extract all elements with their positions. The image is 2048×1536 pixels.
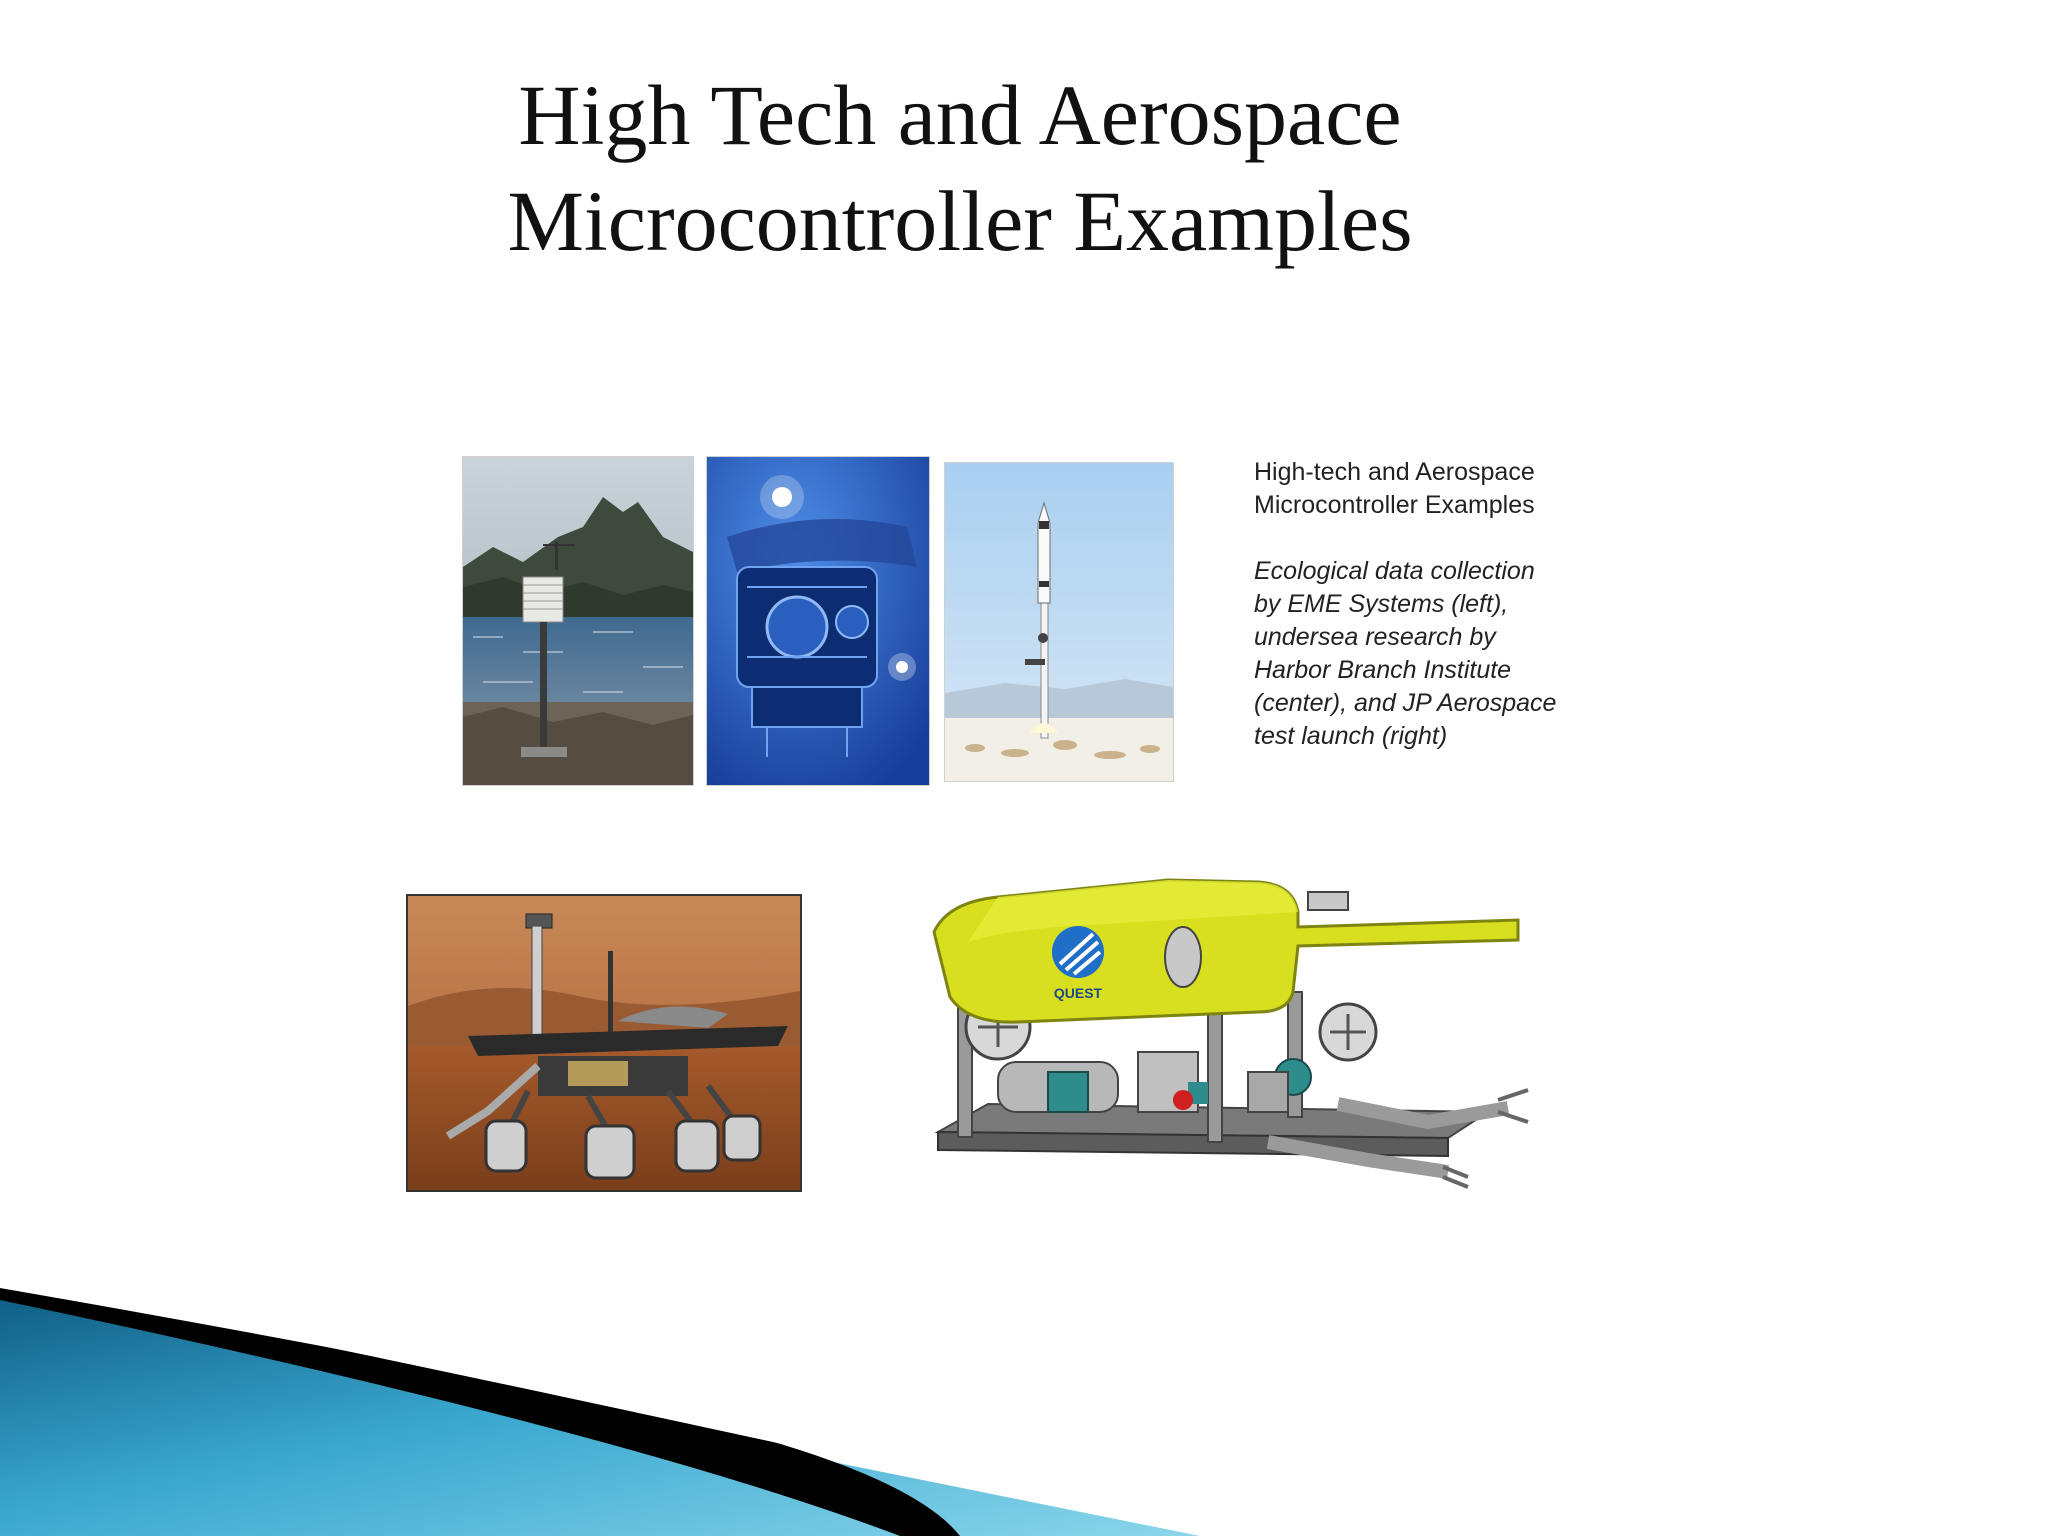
mars-rover-photo [406,894,802,1192]
slide-title-line-1: High Tech and Aerospace [518,67,1402,163]
caption-body-line-6: test launch (right) [1254,722,1448,750]
underwater-vehicle-photo [706,456,930,786]
rocket-icon [945,463,1173,781]
weather-station-photo [462,456,694,786]
caption-title-line-2: Microcontroller Examples [1254,491,1535,519]
rover-icon [408,896,800,1190]
weather-station-icon [463,457,693,785]
caption-body-line-3: undersea research by [1254,623,1496,651]
caption-body [1254,555,1674,753]
rov-rendering [928,872,1588,1192]
rov-icon [928,872,1588,1192]
caption-body-line-4: Harbor Branch Institute [1254,656,1512,684]
submersible-icon [707,457,929,785]
slide-title-line-2: Microcontroller Examples [507,173,1413,269]
footer-swoosh [0,1280,2048,1536]
caption-title [1254,456,1674,522]
caption-body-line-5: (center), and JP Aerospace [1254,689,1557,717]
slide-title [300,62,1620,274]
caption-body-line-1: Ecological data collection [1254,557,1535,585]
image-caption [1254,456,1674,753]
caption-title-line-1: High-tech and Aerospace [1254,458,1535,486]
caption-body-line-2: by EME Systems (left), [1254,590,1509,618]
rov-logo-text: QUEST [1053,985,1103,1001]
rocket-launch-photo [944,462,1174,782]
